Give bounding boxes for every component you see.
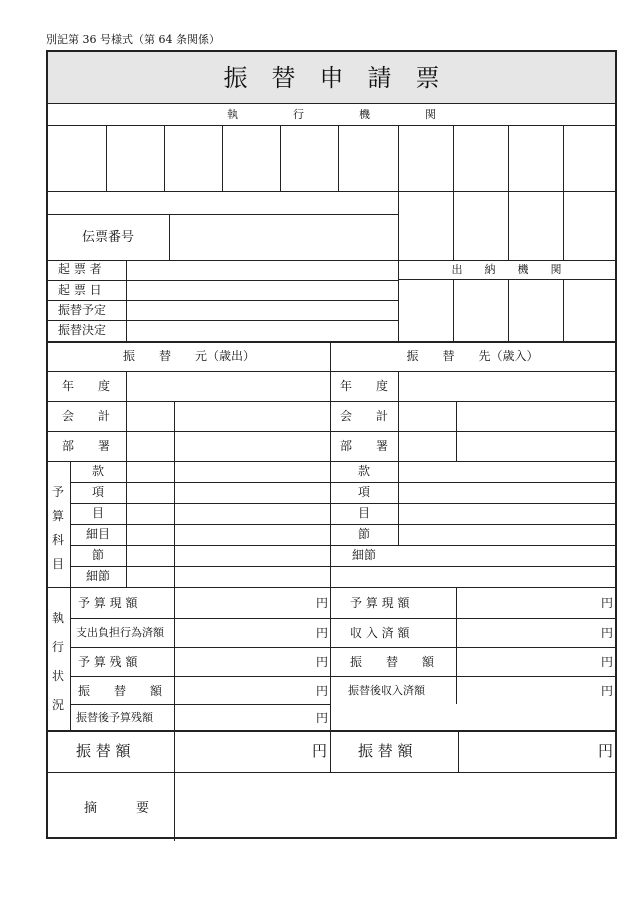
status-left-2: 予 算 残 額: [78, 655, 138, 669]
source-item-1: 項: [91, 485, 104, 499]
source-item-5: 細節: [85, 569, 110, 583]
source-header: 振 替 元（歳出）: [122, 349, 255, 363]
status-right-1: 収 入 済 額: [350, 626, 410, 640]
summary-field[interactable]: [175, 773, 615, 839]
status-left-unit-2: 円: [316, 655, 329, 669]
source-fiscal-year: 年 度: [62, 379, 111, 393]
destination-department: 部 署: [340, 439, 389, 453]
slip-number-label: 伝票番号: [82, 230, 135, 245]
source-item-0: 款: [91, 464, 104, 478]
status-left-4: 振替後予算残額: [76, 711, 153, 724]
destination-header: 振 替 先（歳入）: [406, 349, 539, 363]
executing-agency-header: 執 行 機 関: [227, 108, 436, 121]
destination-item-2: 目: [357, 506, 370, 520]
destination-item-4: 細節: [351, 548, 376, 562]
status-left-0: 予 算 現 額: [78, 596, 138, 610]
total-right-label: 振 替 額: [358, 742, 413, 760]
status-right-3: 振替後収入済額: [348, 684, 425, 697]
status-right-unit-0: 円: [601, 596, 614, 610]
form-title: 振 替 申 請 票: [223, 64, 440, 92]
status-right-unit-2: 円: [601, 655, 614, 669]
total-left-label: 振 替 額: [76, 742, 131, 760]
destination-fiscal-year: 年 度: [340, 379, 389, 393]
cashier-agency-header: 出 納 機 関: [451, 263, 562, 276]
destination-account: 会 計: [340, 409, 389, 423]
status-left-unit-1: 円: [316, 626, 329, 640]
source-department: 部 署: [62, 439, 111, 453]
status-right-unit-1: 円: [601, 626, 614, 640]
status-right-unit-3: 円: [601, 684, 614, 698]
decided-label: 振替決定: [58, 323, 107, 337]
source-item-4: 節: [91, 548, 104, 562]
planned-label: 振替予定: [58, 303, 107, 317]
source-account: 会 計: [62, 409, 111, 423]
destination-item-0: 款: [357, 464, 370, 478]
drafter-label: 起 票 者: [58, 262, 102, 276]
status-left-unit-0: 円: [316, 596, 329, 610]
execution-status-label: 執行状況: [52, 611, 65, 712]
transfer-request-form: [46, 50, 617, 839]
status-right-2: 振 替 額: [350, 655, 435, 669]
form-id: 別記第 36 号様式（第 64 条関係）: [46, 33, 220, 46]
summary-label: 摘 要: [84, 801, 150, 816]
status-left-unit-4: 円: [316, 711, 329, 725]
status-left-3: 振 替 額: [78, 684, 163, 698]
status-right-0: 予 算 現 額: [350, 596, 410, 610]
total-right-unit: 円: [598, 742, 614, 760]
source-item-3: 細目: [85, 527, 110, 541]
destination-item-3: 節: [357, 527, 370, 541]
draft-date-label: 起 票 日: [58, 283, 102, 297]
source-item-2: 目: [91, 506, 104, 520]
status-left-unit-3: 円: [316, 684, 329, 698]
destination-item-1: 項: [357, 485, 370, 499]
status-left-1: 支出負担行為済額: [76, 626, 164, 639]
budget-subject-label: 予算科目: [52, 485, 65, 571]
total-left-unit: 円: [312, 742, 328, 760]
